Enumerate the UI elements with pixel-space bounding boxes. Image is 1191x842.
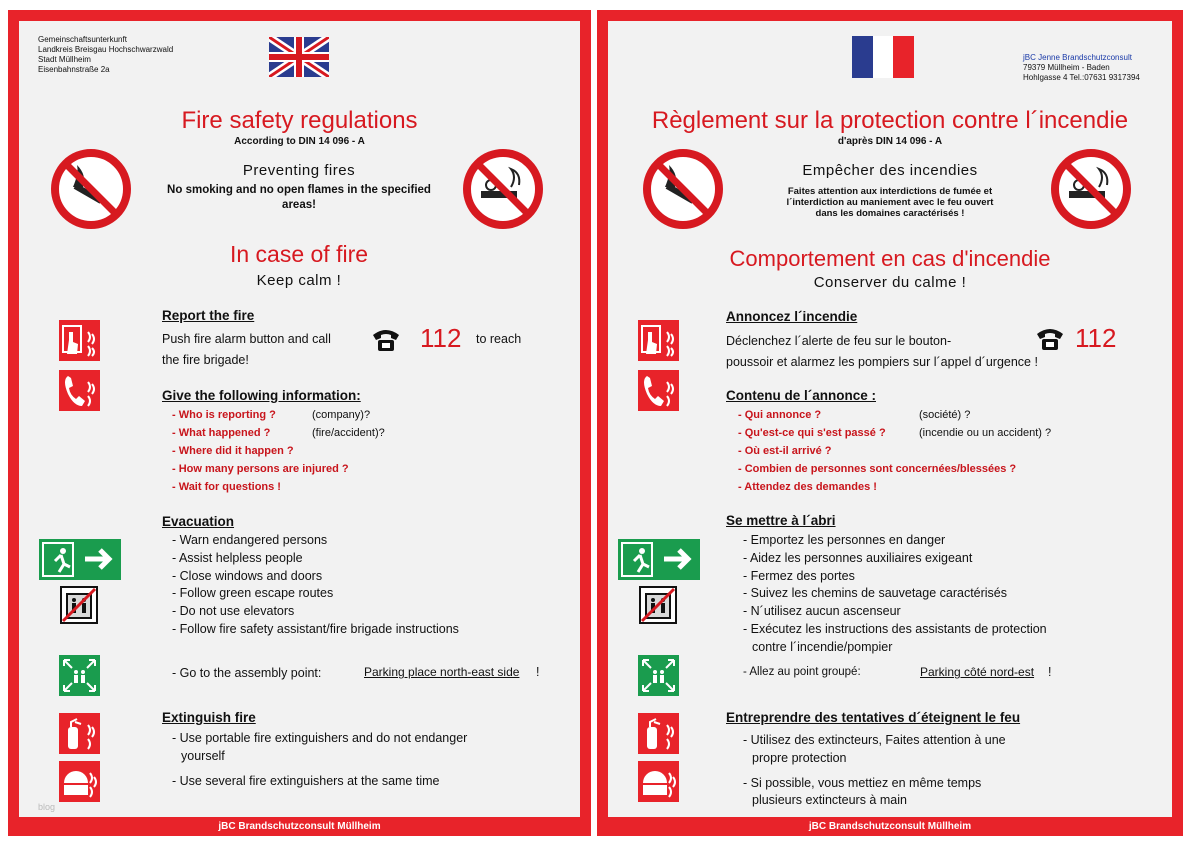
keep-calm: Keep calm ! <box>256 272 342 289</box>
extinguish-list: - Use portable fire extinguishers and do not endanger yourself - Use several fire extinguishers at the same time <box>172 731 468 788</box>
company-address: jBC Jenne Brandschutzconsult 79379 Müllheim - Baden Hohlgasse 4 Tel.:07631 9317394 <box>1023 53 1140 82</box>
fire-extinguisher-icon-fr <box>638 713 679 754</box>
fire-alarm-button-sign-fr <box>638 320 679 361</box>
assembly-point-icon-fr <box>638 655 679 696</box>
french-flag-icon <box>852 36 914 78</box>
no-smoking-cigarette-icon <box>461 147 545 231</box>
fire-hose-sign <box>59 761 100 802</box>
fire-telephone-sign <box>59 370 100 411</box>
phone-icon-fr <box>1035 326 1065 352</box>
telephone-icon-fr <box>638 370 679 411</box>
fire-alarm-button-sign <box>59 320 100 361</box>
page-title-fr: Règlement sur la protection contre l´incendie <box>651 107 1129 134</box>
emergency-exit-icon-fr <box>618 539 700 580</box>
emergency-number-fr: 112 <box>1075 323 1117 353</box>
to-reach-text: to reach <box>476 332 522 346</box>
standard-reference: According to DIN 14 096 - A <box>234 136 365 147</box>
report-heading: Report the fire <box>162 308 255 323</box>
fire-heading-fr: Comportement en cas d'incendie <box>729 246 1051 271</box>
no-smoking-icon-fr <box>1049 147 1133 231</box>
fire-extinguisher-sign <box>59 713 100 754</box>
no-elevator-icon-fr <box>639 586 677 624</box>
evacuation-heading: Evacuation <box>162 514 235 529</box>
assembly-point-sign-fr <box>638 655 679 696</box>
fire-hose-reel-icon <box>59 761 100 802</box>
evacuation-list: - Warn endangered persons - Assist helpless people - Close windows and doors - Follow green escape routes - Do not use elevators - Follow fire safety assistant/fire brigade instructions <box>172 533 459 636</box>
info-questions: - Who is reporting ? - What happened ? - Where did it happen ? - How many persons are injured ? - Wait for questions ! <box>172 409 349 493</box>
footer-credit-fr: jBC Brandschutzconsult Müllheim <box>808 821 972 832</box>
assembly-place-fr: Parking côté nord-est <box>920 665 1035 679</box>
english-panel <box>19 21 580 817</box>
assembly-place: Parking place north-east side <box>364 665 520 679</box>
report-text: Push fire alarm button and call the fire brigade! <box>162 332 331 367</box>
french-panel <box>608 21 1172 817</box>
evacuation-list-fr: - Emportez les personnes en danger - Aidez les personnes auxiliaires exigeant - Fermez des portes - Suivez les chemins de sauvetage caractérisés - N´utilisez aucun ascenseur - Exécutez les instructions des assistants de protection contre l´incendie/pompier <box>743 533 1047 654</box>
info-heading-fr: Contenu de l´annonce : <box>726 388 876 403</box>
assembly-exclamation: ! <box>536 665 540 679</box>
alarm-button-icon-fr <box>638 320 679 361</box>
emergency-exit-icon <box>39 539 121 580</box>
extinguish-heading: Extinguish fire <box>162 710 256 725</box>
info-questions-fr: - Qui annonce ? - Qu'est-ce qui s'est passé ? - Où est-il arrivé ? - Combien de personnes sont concernées/blessées ? - Attendez des demandes ! <box>738 409 1017 493</box>
assembly-label-fr: - Allez au point groupé: <box>743 666 861 678</box>
blog-watermark: blog <box>38 802 56 812</box>
page-title: Fire safety regulations <box>181 107 418 134</box>
preventing-heading-fr: Empêcher des incendies <box>802 162 978 179</box>
evacuation-heading-fr: Se mettre à l´abri <box>726 513 836 528</box>
extinguish-heading-fr: Entreprendre des tentatives d´éteignent le feu <box>726 710 1021 725</box>
no-elevator-icon <box>60 586 98 624</box>
info-answers: (company)? (fire/accident)? <box>312 409 385 439</box>
report-heading-fr: Annoncez l´incendie <box>726 309 858 324</box>
standard-reference-fr: d'après DIN 14 096 - A <box>837 136 943 147</box>
preventing-text: No smoking and no open flames in the specified areas! <box>167 184 431 211</box>
fire-heading: In case of fire <box>229 241 369 267</box>
report-text-fr: Déclenchez l´alerte de feu sur le bouton- poussoir et alarmez les pompiers sur l´appel d´urgence ! <box>726 334 1038 369</box>
preventing-text-fr: Faites attention aux interdictions de fumée et l´interdiction au maniement avec le feu ouvert dans les domaines caractérisés ! <box>786 186 994 219</box>
footer-credit: jBC Brandschutzconsult Müllheim <box>218 821 381 832</box>
english-panel-frame <box>8 10 591 836</box>
info-heading: Give the following information: <box>162 388 361 403</box>
info-answers-fr: (société) ? (incendie ou un accident) ? <box>919 409 1052 439</box>
keep-calm-fr: Conserver du calme ! <box>813 274 967 291</box>
fire-extinguisher-sign-fr <box>638 713 679 754</box>
extinguish-list-fr: - Utilisez des extincteurs, Faites attention à une propre protection - Si possible, vous mettiez en même temps plusieurs extincteurs à main <box>743 733 1006 808</box>
emergency-number: 112 <box>420 323 462 353</box>
assembly-point-sign <box>59 655 100 696</box>
telephone-icon <box>59 370 100 411</box>
emergency-exit-sign-fr <box>618 539 700 580</box>
uk-flag-icon <box>269 37 329 77</box>
assembly-point-icon <box>59 655 100 696</box>
no-smoking-icon <box>49 147 133 231</box>
site-address: Gemeinschaftsunterkunft Landkreis Breisgau Hochschwarzwald Stadt Müllheim Eisenbahnstraße 2a <box>38 35 174 74</box>
assembly-label: - Go to the assembly point: <box>172 666 322 680</box>
alarm-button-icon <box>59 320 100 361</box>
fire-extinguisher-icon <box>59 713 100 754</box>
french-panel-frame <box>597 10 1183 836</box>
no-open-flame-icon <box>641 147 725 231</box>
fire-telephone-sign-fr <box>638 370 679 411</box>
fire-hose-reel-icon-fr <box>638 761 679 802</box>
fire-hose-sign-fr <box>638 761 679 802</box>
assembly-exclamation-fr: ! <box>1048 665 1052 679</box>
preventing-heading: Preventing fires <box>242 162 356 179</box>
emergency-exit-sign <box>39 539 121 580</box>
phone-icon <box>371 327 401 353</box>
